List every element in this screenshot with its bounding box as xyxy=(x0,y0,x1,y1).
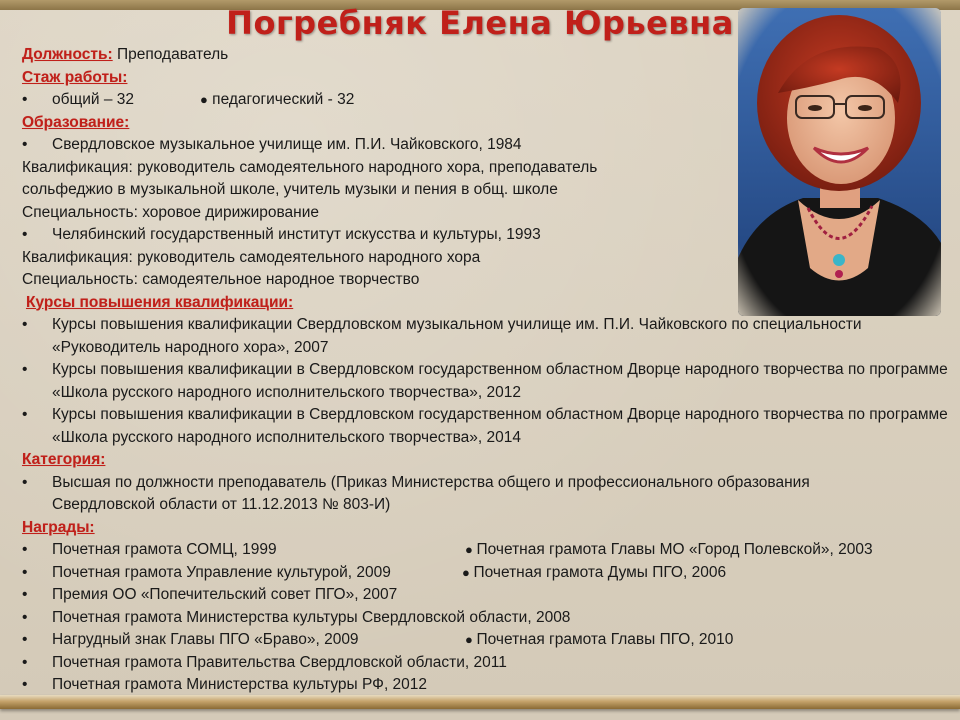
award-2-left: Почетная грамота Управление культурой, 2009 xyxy=(52,563,391,581)
education-qualification-1a: Квалификация: руководитель самодеятельного народного хора, преподаватель xyxy=(22,158,598,176)
award-1-right: ● Почетная грамота Главы МО «Город Полевской», 2003 xyxy=(465,539,873,562)
education-item-2: • Челябинский государственный институт искусства и культуры, 1993 xyxy=(22,224,957,247)
category-item: • Высшая по должности преподаватель (Приказ Министерства общего и профессионального образования Свердловской области от 11.12.2013 № 803-И) xyxy=(22,472,957,517)
award-row-7: • Почетная грамота Министерства культуры РФ, 2012 xyxy=(22,674,957,697)
course-item-3: • Курсы повышения квалификации в Свердловском государственном областном Дворце народного творчества по программе «Школа русского народного исполнительского творчества», 2014 xyxy=(22,404,957,449)
award-row-1 xyxy=(22,539,957,562)
bottom-decorative-bar xyxy=(0,695,960,709)
award-row-4: • Почетная грамота Министерства культуры Свердловской области, 2008 xyxy=(22,607,957,630)
position-value: Преподаватель xyxy=(112,46,229,63)
education-specialty-1: Специальность: хоровое дирижирование xyxy=(22,203,320,221)
experience-label: Стаж работы: xyxy=(22,68,128,86)
award-row-5 xyxy=(22,629,957,652)
experience-row xyxy=(22,89,957,112)
awards-label: Награды: xyxy=(22,518,95,536)
award-row-2 xyxy=(22,562,957,585)
award-5-left: Нагрудный знак Главы ПГО «Браво», 2009 xyxy=(52,631,359,648)
course-item-2: • Курсы повышения квалификации в Свердловском государственном областном Дворце народного творчества по программе «Школа русского народного исполнительского творчества», 2012 xyxy=(22,359,957,404)
courses-label: Курсы повышения квалификации: xyxy=(26,293,294,311)
award-5-right: ● Почетная грамота Главы ПГО, 2010 xyxy=(465,629,733,652)
bullet-icon: ● xyxy=(200,92,208,107)
education-label: Образование: xyxy=(22,113,130,131)
position-label: Должность: xyxy=(22,46,113,63)
award-row-6: • Почетная грамота Правительства Свердловской области, 2011 xyxy=(22,652,957,675)
experience-pedagogical: педагогический - 32 xyxy=(212,91,355,108)
education-item-1: • Свердловское музыкальное училище им. П.И. Чайковского, 1984 xyxy=(22,134,957,157)
profile-content xyxy=(22,44,957,697)
award-1-left: Почетная грамота СОМЦ, 1999 xyxy=(52,541,277,558)
course-item-1: • Курсы повышения квалификации Свердловском музыкальном училище им. П.И. Чайковского по специальности «Руководитель народного хора», 2007 xyxy=(22,314,957,359)
experience-pedagogical-wrap xyxy=(200,89,354,112)
award-2-right: ● Почетная грамота Думы ПГО, 2006 xyxy=(462,562,726,585)
position-row xyxy=(22,44,957,67)
award-row-3: • Премия ОО «Попечительский совет ПГО», 2007 xyxy=(22,584,957,607)
page-title: Погребняк Елена Юрьевна xyxy=(226,4,734,42)
education-qualification-2: Квалификация: руководитель самодеятельного народного хора xyxy=(22,248,481,266)
education-qualification-1b: сольфеджио в музыкальной школе, учитель музыки и пения в общ. школе xyxy=(22,181,558,198)
education-specialty-2: Специальность: самодеятельное народное творчество xyxy=(22,271,420,288)
experience-general: общий – 32 xyxy=(52,91,135,108)
category-label: Категория: xyxy=(22,451,106,468)
